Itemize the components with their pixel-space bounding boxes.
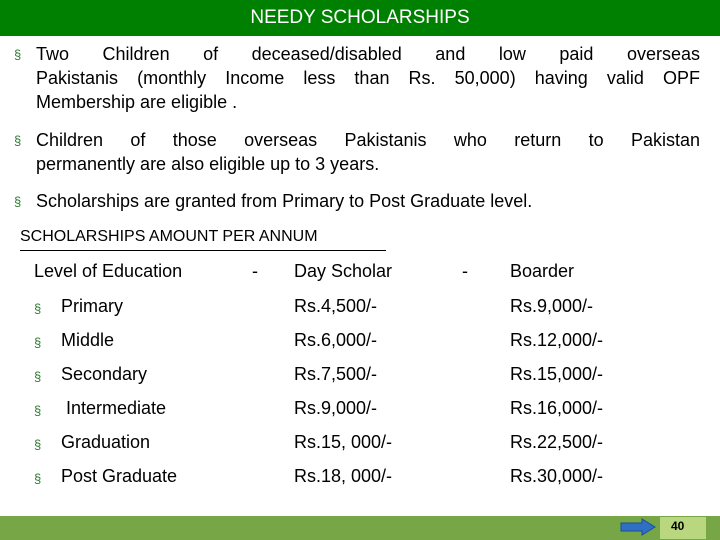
row-day-scholar: Rs.9,000/-	[294, 398, 378, 418]
header-dash-1: -	[252, 261, 258, 281]
row-boarder: Rs.12,000/-	[510, 330, 604, 350]
square-bullet-icon: §	[34, 335, 42, 350]
footer-bar	[0, 516, 720, 540]
row-day-scholar: Rs.4,500/-	[294, 296, 378, 316]
header-dash-2: -	[462, 261, 468, 281]
row-boarder: Rs.30,000/-	[510, 466, 604, 486]
bullet-2-line-1: Children of those overseas Pakistanis who return to Pakistan	[36, 130, 700, 150]
bullet-2-line-2: permanently are also eligible up to 3 years.	[36, 154, 380, 174]
header-boarder: Boarder	[510, 261, 575, 281]
row-day-scholar: Rs.15, 000/-	[294, 432, 393, 452]
row-boarder: Rs.22,500/-	[510, 432, 604, 452]
header-level: Level of Education	[34, 261, 183, 281]
bullet-1-line-2: Pakistanis (monthly Income less than Rs. 50,000) having valid OPF	[36, 68, 700, 88]
square-bullet-icon: §	[14, 194, 22, 209]
square-bullet-icon: §	[34, 437, 42, 452]
row-boarder: Rs.9,000/-	[510, 296, 594, 316]
row-day-scholar: Rs.6,000/-	[294, 330, 378, 350]
square-bullet-icon: §	[14, 133, 22, 148]
row-day-scholar: Rs.7,500/-	[294, 364, 378, 384]
row-day-scholar: Rs.18, 000/-	[294, 466, 393, 486]
square-bullet-icon: §	[34, 471, 42, 486]
square-bullet-icon: §	[34, 403, 42, 418]
amount-section-title: SCHOLARSHIPS AMOUNT PER ANNUM	[20, 228, 318, 245]
right-arrow-icon[interactable]	[620, 518, 656, 536]
page-title: NEEDY SCHOLARSHIPS	[250, 7, 470, 28]
square-bullet-icon: §	[34, 301, 42, 316]
row-boarder: Rs.15,000/-	[510, 364, 604, 384]
square-bullet-icon: §	[14, 47, 22, 62]
row-boarder: Rs.16,000/-	[510, 398, 604, 418]
page-number: 40	[671, 519, 685, 533]
square-bullet-icon: §	[34, 369, 42, 384]
row-level: Intermediate	[61, 398, 167, 418]
row-level: Post Graduate	[61, 466, 178, 486]
row-level: Graduation	[61, 432, 151, 452]
header-day-scholar: Day Scholar	[294, 261, 393, 281]
bullet-3-line-1: Scholarships are granted from Primary to Post Graduate level.	[36, 191, 533, 211]
bullet-1-line-3: Membership are eligible .	[36, 92, 238, 112]
row-level: Primary	[61, 296, 123, 316]
bullet-1-line-1: Two Children of deceased/disabled and low paid overseas	[36, 44, 700, 64]
amount-title-underline	[20, 250, 386, 251]
row-level: Secondary	[61, 364, 148, 384]
row-level: Middle	[61, 330, 115, 350]
